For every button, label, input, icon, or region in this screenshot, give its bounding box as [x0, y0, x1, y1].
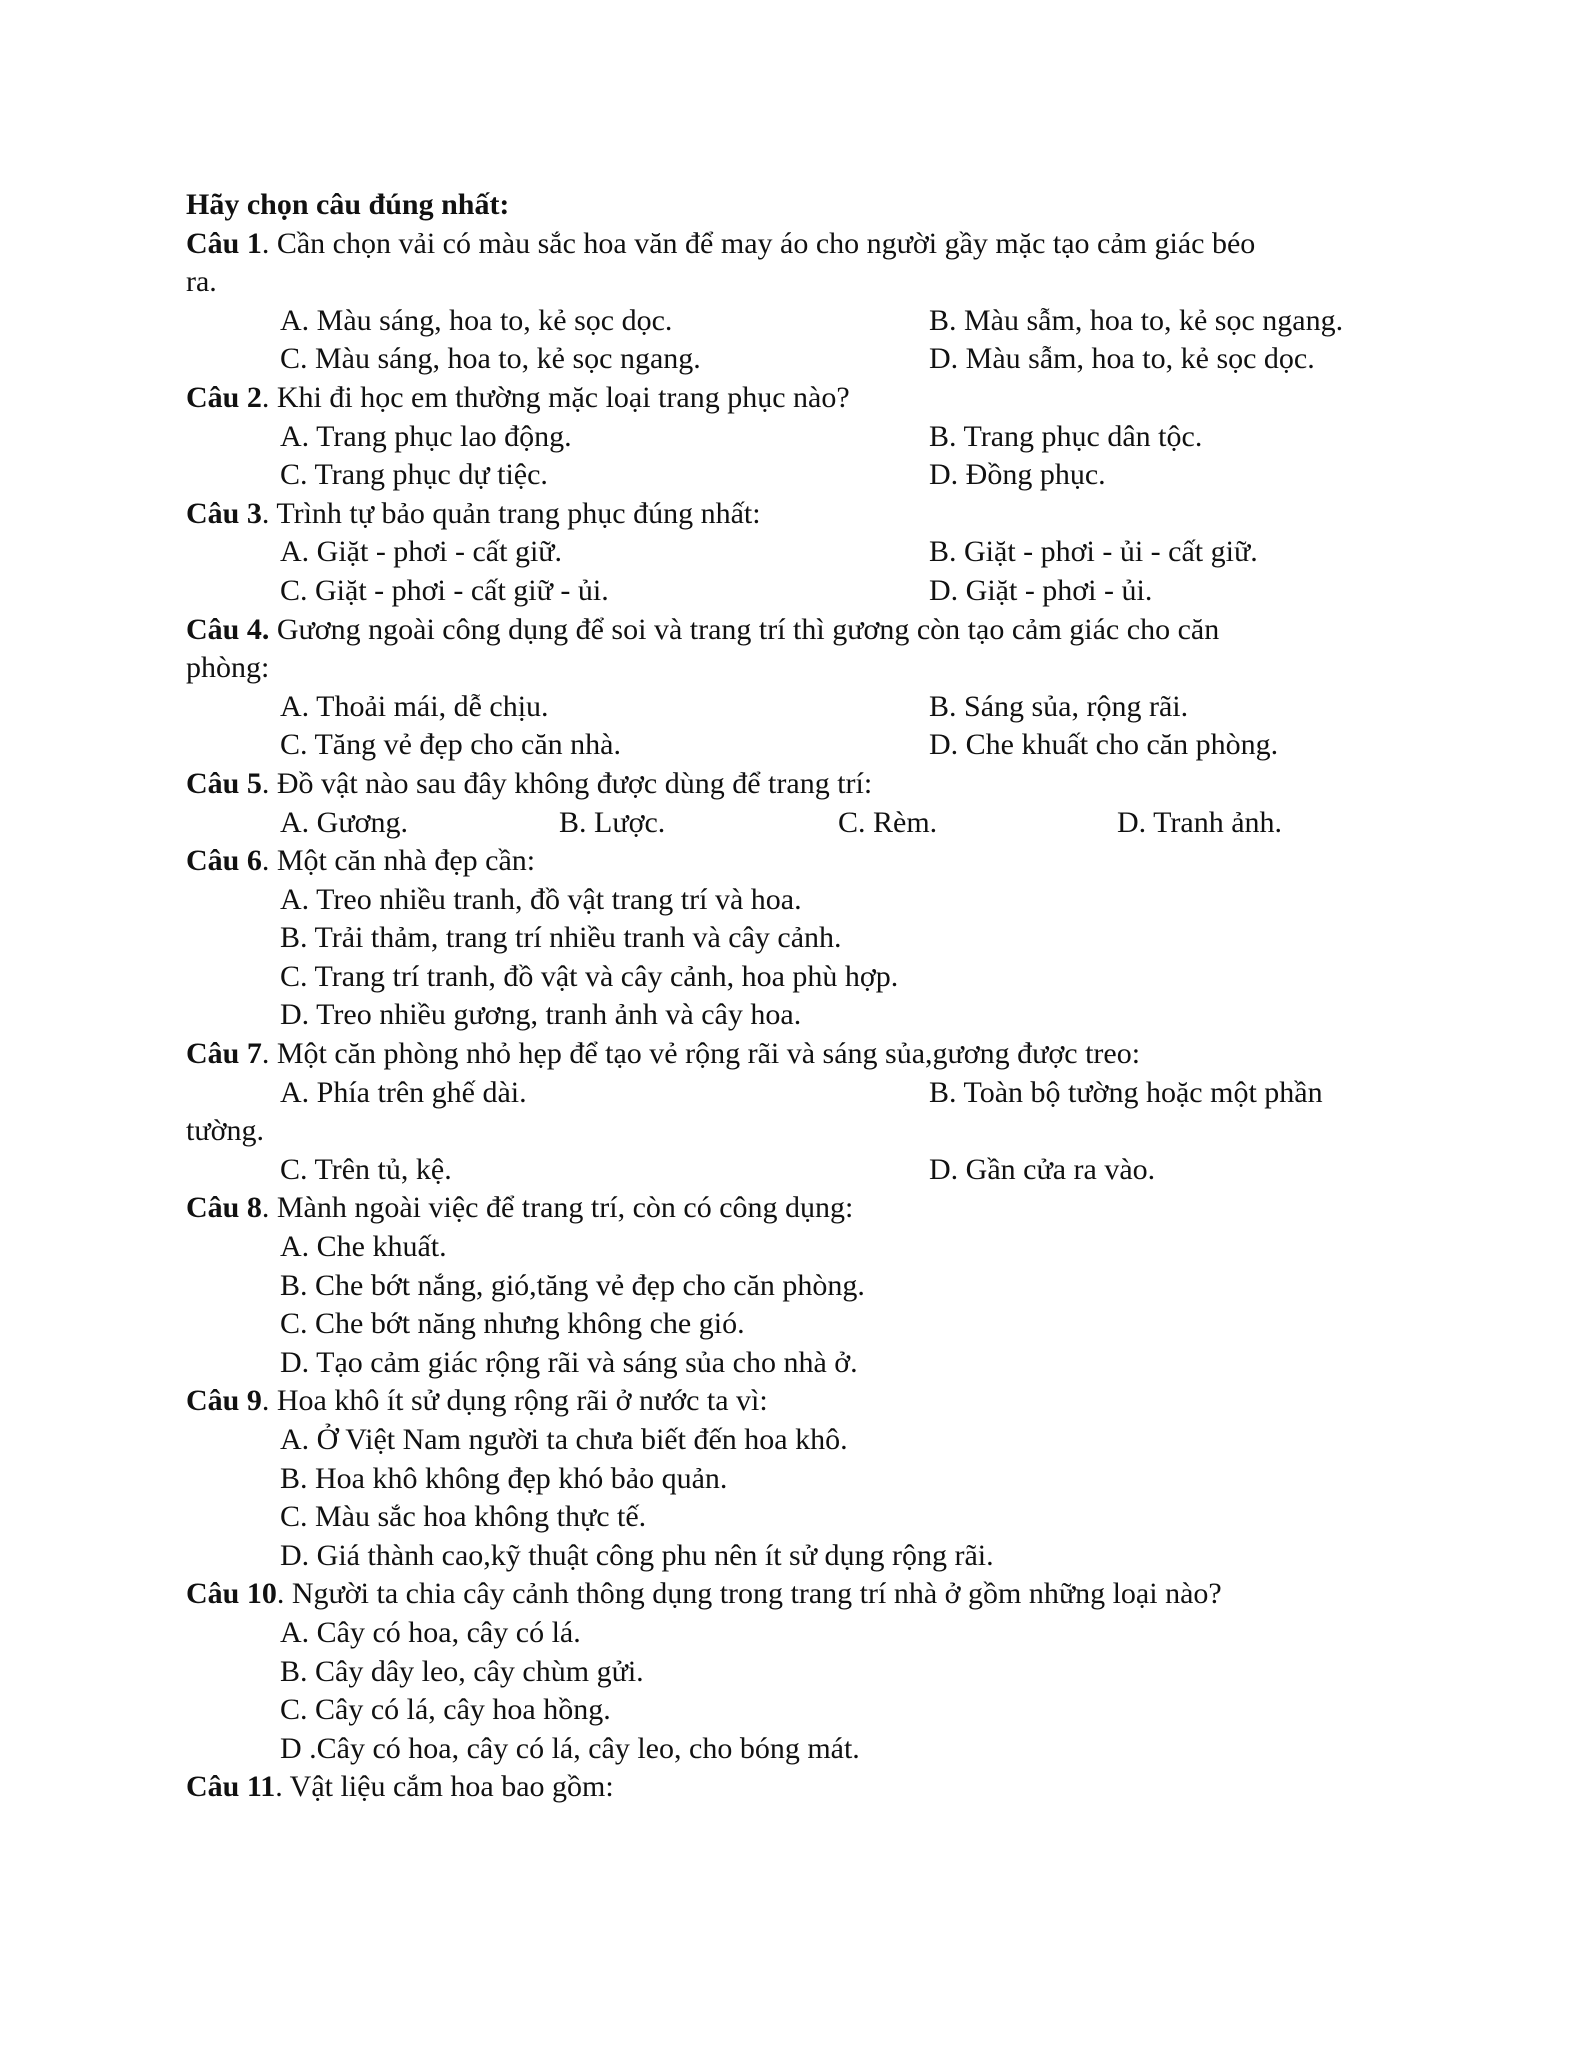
- question-6-text: . Một căn nhà đẹp cần:: [261, 844, 536, 878]
- question-1-option-b: B. Màu sẫm, hoa to, kẻ sọc ngang.: [929, 303, 1344, 337]
- question-9-label: Câu 9: [186, 1384, 262, 1418]
- question-7: [186, 1035, 1406, 1189]
- question-9-text: . Hoa khô ít sử dụng rộng rãi ở nước ta vì:: [261, 1384, 768, 1418]
- question-3-option-c: C. Giặt - phơi - cất giữ - ủi.: [280, 573, 609, 607]
- question-2-stem: [186, 379, 1406, 418]
- question-9: [186, 1382, 1406, 1575]
- question-4-option-a: A. Thoải mái, dễ chịu.: [280, 689, 549, 723]
- question-7-label: Câu 7: [186, 1037, 262, 1071]
- question-5-text: . Đồ vật nào sau đây không được dùng để trang trí:: [261, 766, 873, 800]
- question-8-option-c: C. Che bớt năng nhưng không che gió.: [280, 1307, 745, 1341]
- question-7-option-c: C. Trên tủ, kệ.: [280, 1152, 452, 1186]
- question-8-text: . Mành ngoài việc để trang trí, còn có công dụng:: [261, 1191, 854, 1225]
- question-4-text-line1: Gương ngoài công dụng để soi và trang trí thì gương còn tạo cảm giác cho căn: [269, 612, 1220, 646]
- question-9-option-b: B. Hoa khô không đẹp khó bảo quản.: [280, 1461, 728, 1495]
- question-6-option-c: C. Trang trí tranh, đồ vật và cây cảnh, hoa phù hợp.: [280, 959, 899, 993]
- question-8-option-a: A. Che khuất.: [280, 1230, 447, 1264]
- question-6-option-d: D. Treo nhiều gương, tranh ảnh và cây hoa.: [280, 998, 802, 1032]
- question-9-option-d: D. Giá thành cao,kỹ thuật công phu nên ít sử dụng rộng rãi.: [280, 1538, 994, 1572]
- question-7-options-row2: [186, 1151, 1406, 1190]
- question-6-option-b: B. Trải thảm, trang trí nhiều tranh và cây cảnh.: [280, 921, 842, 955]
- question-1-stem: [186, 225, 1406, 264]
- question-8-option-d: D. Tạo cảm giác rộng rãi và sáng sủa cho nhà ở.: [280, 1345, 858, 1379]
- question-6-option-a: A. Treo nhiều tranh, đồ vật trang trí và hoa.: [280, 882, 802, 916]
- question-3-options-row2: [186, 572, 1406, 611]
- question-7-option-d: D. Gần cửa ra vào.: [929, 1152, 1156, 1186]
- question-3-option-a: A. Giặt - phơi - cất giữ.: [280, 535, 563, 569]
- question-9-option-c: C. Màu sắc hoa không thực tế.: [280, 1500, 647, 1534]
- question-9-option-a: A. Ở Việt Nam người ta chưa biết đến hoa khô.: [280, 1423, 848, 1456]
- question-10-option-a: A. Cây có hoa, cây có lá.: [280, 1615, 581, 1649]
- question-8-option-b: B. Che bớt nắng, gió,tăng vẻ đẹp cho căn phòng.: [280, 1268, 865, 1302]
- question-3-stem: [186, 495, 1406, 534]
- question-3-option-b: B. Giặt - phơi - ủi - cất giữ.: [929, 535, 1258, 569]
- question-3-option-d: D. Giặt - phơi - ủi.: [929, 573, 1153, 607]
- question-5-stem: [186, 765, 1406, 804]
- question-2-options-row1: [186, 418, 1406, 457]
- question-2-option-c: C. Trang phục dự tiệc.: [280, 458, 548, 492]
- instruction-heading: Hãy chọn câu đúng nhất:: [186, 188, 510, 221]
- question-1-text-line2: ra.: [186, 265, 217, 299]
- question-11-label: Câu 11: [186, 1770, 276, 1804]
- question-1-option-c: C. Màu sáng, hoa to, kẻ sọc ngang.: [280, 342, 701, 376]
- question-4-option-d: D. Che khuất cho căn phòng.: [929, 728, 1279, 762]
- question-3-text: . Trình tự bảo quản trang phục đúng nhất:: [261, 496, 761, 530]
- question-1-text-line1: . Cần chọn vải có màu sắc hoa văn để may áo cho người gầy mặc tạo cảm giác béo: [261, 226, 1256, 260]
- question-5-option-c: C. Rèm.: [838, 805, 938, 839]
- question-11: [186, 1768, 1406, 1807]
- question-7-option-b: B. Toàn bộ tường hoặc một phần: [929, 1075, 1323, 1109]
- question-1-options-row1: [186, 302, 1406, 341]
- question-10-option-c: C. Cây có lá, cây hoa hồng.: [280, 1693, 611, 1727]
- question-11-stem: [186, 1768, 1406, 1807]
- question-10-option-d: D .Cây có hoa, cây có lá, cây leo, cho bóng mát.: [280, 1731, 860, 1765]
- question-11-text: . Vật liệu cắm hoa bao gồm:: [275, 1770, 614, 1804]
- question-5-option-a: A. Gương.: [280, 805, 408, 839]
- question-4: [186, 611, 1406, 765]
- question-4-label: Câu 4.: [186, 612, 270, 646]
- question-4-options-row1: [186, 688, 1406, 727]
- question-7-stem: [186, 1035, 1406, 1074]
- question-8: [186, 1189, 1406, 1382]
- question-4-options-row2: [186, 726, 1406, 765]
- question-5-options-row: [186, 804, 1406, 843]
- question-1-option-d: D. Màu sẫm, hoa to, kẻ sọc dọc.: [929, 342, 1315, 376]
- question-7-options-row1: [186, 1074, 1406, 1113]
- question-5-option-d: D. Tranh ảnh.: [1117, 805, 1283, 839]
- question-10-label: Câu 10: [186, 1577, 277, 1611]
- question-8-label: Câu 8: [186, 1191, 262, 1225]
- question-4-text-line2: phòng:: [186, 651, 270, 685]
- question-5: [186, 765, 1406, 842]
- question-8-stem: [186, 1189, 1406, 1228]
- question-6: [186, 842, 1406, 1035]
- question-9-stem: [186, 1382, 1406, 1421]
- question-7-option-a: A. Phía trên ghế dài.: [280, 1075, 527, 1109]
- question-2: [186, 379, 1406, 495]
- question-10-text: . Người ta chia cây cảnh thông dụng trong trang trí nhà ở gồm những loại nào?: [276, 1577, 1222, 1611]
- question-4-option-c: C. Tăng vẻ đẹp cho căn nhà.: [280, 728, 622, 762]
- question-2-options-row2: [186, 456, 1406, 495]
- document-page: [186, 186, 1406, 1807]
- question-10-stem: [186, 1575, 1406, 1614]
- question-1-options-row2: [186, 340, 1406, 379]
- question-5-option-b: B. Lược.: [559, 805, 666, 839]
- question-3: [186, 495, 1406, 611]
- question-10: [186, 1575, 1406, 1768]
- question-4-option-b: B. Sáng sủa, rộng rãi.: [929, 689, 1189, 723]
- question-3-label: Câu 3: [186, 496, 262, 530]
- question-10-option-b: B. Cây dây leo, cây chùm gửi.: [280, 1654, 644, 1688]
- question-1-label: Câu 1: [186, 226, 262, 260]
- question-1: [186, 225, 1406, 379]
- question-2-label: Câu 2: [186, 380, 262, 414]
- question-1-option-a: A. Màu sáng, hoa to, kẻ sọc dọc.: [280, 303, 673, 337]
- question-3-options-row1: [186, 533, 1406, 572]
- question-7-text: . Một căn phòng nhỏ hẹp để tạo vẻ rộng rãi và sáng sủa,gương được treo:: [261, 1037, 1141, 1071]
- question-2-option-d: D. Đồng phục.: [929, 458, 1106, 492]
- question-5-label: Câu 5: [186, 766, 262, 800]
- question-2-option-b: B. Trang phục dân tộc.: [929, 419, 1203, 453]
- question-2-text: . Khi đi học em thường mặc loại trang phục nào?: [261, 380, 850, 414]
- question-4-stem: [186, 611, 1406, 650]
- question-7-option-b-continued: tường.: [186, 1114, 264, 1148]
- question-2-option-a: A. Trang phục lao động.: [280, 419, 572, 453]
- question-6-stem: [186, 842, 1406, 881]
- question-6-label: Câu 6: [186, 844, 262, 878]
